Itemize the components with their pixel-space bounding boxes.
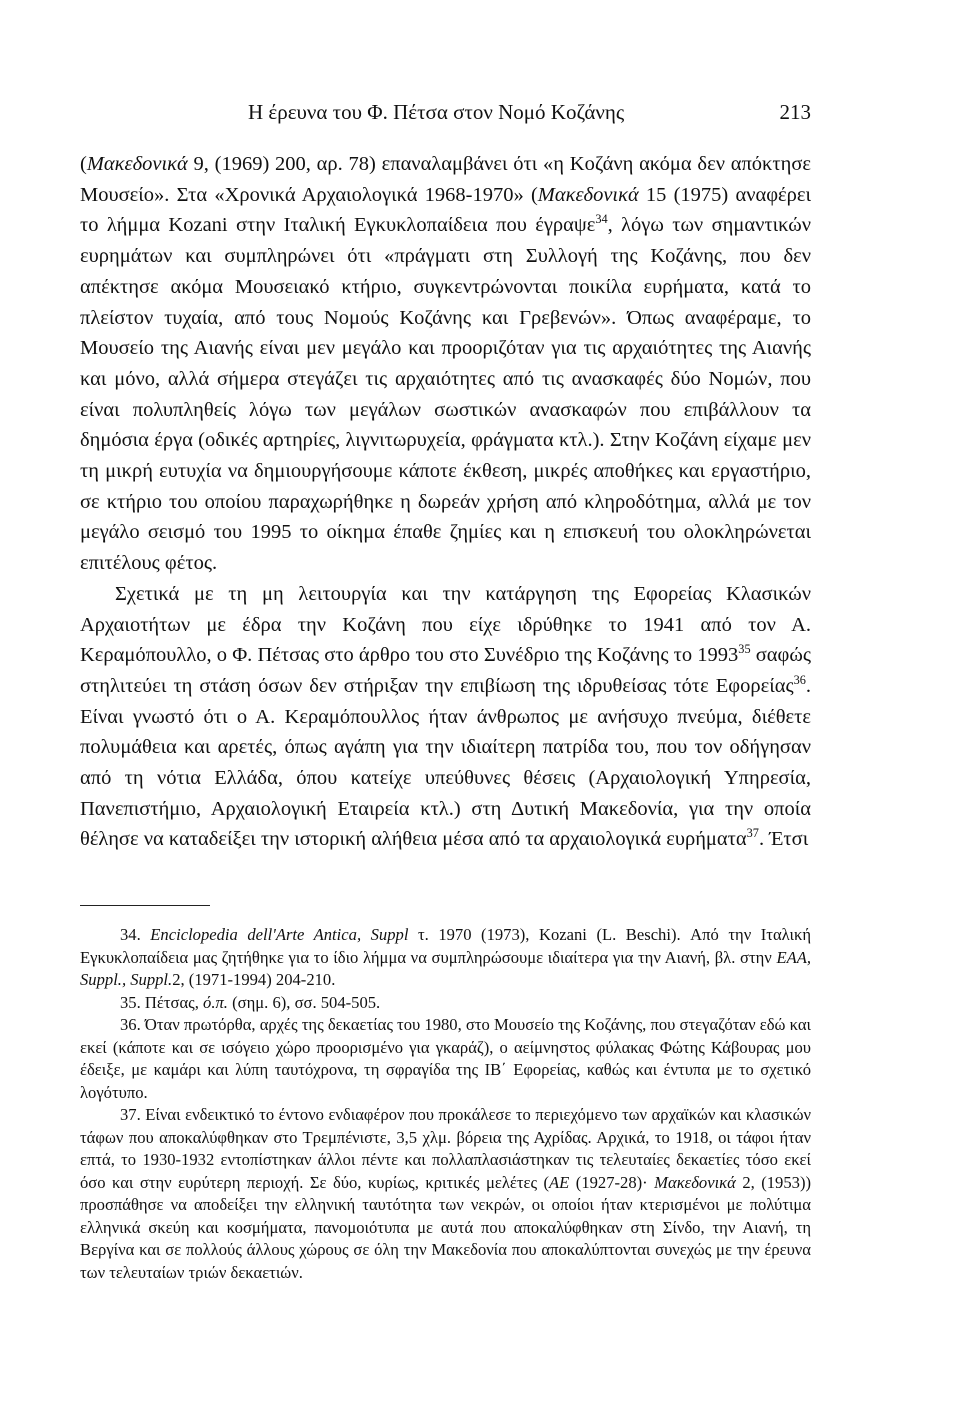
text-run: σαφώς στηλιτεύει τη στάση όσων δεν στήριξαν την επιβίωση της ιδρυθείσας τότε Εφορείας: [80, 644, 811, 697]
page-number: 213: [779, 100, 811, 124]
text-run: (1927-28)·: [569, 1172, 655, 1192]
italic-abbreviation: ό.π.: [203, 992, 228, 1012]
main-text: [80, 149, 811, 855]
text-run: 34.: [120, 925, 151, 944]
footnote-36: [80, 1014, 811, 1104]
text-run: 2, (1971-1994) 204-210.: [172, 970, 336, 989]
text-run: . Είναι γνωστό ότι ο Α. Κεραμόπουλλος ήταν άνθρωπος με ανήσυχο πνεύμα, διέθετε πολυμάθεια και αρετές, όπως αγάπη για την ιδιαίτερη πατρίδα του, που τον οδήγησαν από τη νότια Ελλάδα, όπου κατείχε υπεύθυνες θέσεις (Αρχαιολογική Υπηρεσία, Πανεπιστήμιο, Αρχαιολογική Εταιρεία κτλ.) στη Δυτική Μακεδονία, για την οποία θέλησε να καταδείξει την ιστορική αλήθεια μέσα από τα αρχαιολογικά ευρήματα: [80, 674, 811, 851]
footnote-ref-36[interactable]: 36: [793, 673, 806, 688]
footnote-34: [80, 924, 811, 992]
text-run: τ. 1970 (1973), Kozani (L. Beschi). Από την Ιταλική Εγκυκλοπαίδεια μας ζητήθηκε για το ίδιο λήμμα να συμπληρώσουμε ιδιαίτερα για την Αιανή, βλ. στην: [80, 925, 811, 967]
text-run: (σημ. 6), σσ. 504-505.: [227, 992, 381, 1012]
text-run: 37. Είναι ενδεικτικό το έντονο ενδιαφέρον που προκάλεσε το περιεχόμενο των αρχαϊκών και κλασικών τάφων που αποκαλύφθηκαν στο Τρεμπένιστε, 3,5 χλμ. βόρεια της Αχρίδας. Αρχικά, το 1918, οι τάφοι ήταν επτά, το 1930-1932 εντοπίστηκαν άλλοι πέντε και πολλαπλασιάστηκαν τις τελευταίες δεκαετίες τόσο εκεί όσο και στην ευρύτερη περιοχή. Σε δύο, κυρίως, κριτικές μελέτες (: [80, 1105, 811, 1192]
text-run: , λόγω των σημαντικών ευρημάτων και συμπληρώνει ότι «πράγματι στη Συλλογή της Κοζάνης, που δεν απέκτησε ακόμα Μουσειακό κτήριο, συγκεντρώνονται ποικίλα ευρήματα, κατά το πλείστον τυχαία, από τους Νομούς Κοζάνης και Γρεβενών». Όπως αναφέραμε, το Μουσείο της Αιανής είναι μεν μεγάλο και προοριζόταν για τις αρχαιότητες της Αιανής και μόνο, αλλά σήμερα στεγάζει τις αρχαιότητες από τις ανασκαφές δύο Νομών, που είναι πολυπληθείς λόγω των μεγάλων σωστικών ανασκαφών που επιβάλλουν τα δημόσια έργα (οδικές αρτηρίες, λιγνιτωρυχεία, φράγματα κτλ.). Στην Κοζάνη είχαμε μεν τη μικρή ευτυχία να δημιουργήσουμε κάποτε έκθεση, μικρές αποθήκες και εργαστήριο, σε κτήριο του οποίου παραχωρήθηκε η δωρεάν χρήση από κληροδότημα, αλλά με τον μεγάλο σεισμό του 1995 το οίκημα έπαθε ζημίες και η επισκευή του ολοκληρώνεται επιτέλους φέτος.: [80, 214, 812, 575]
italic-title: Μακεδονικά: [86, 153, 188, 175]
text-run: . Έτσι: [758, 828, 809, 851]
footnote-ref-34[interactable]: 34: [595, 212, 608, 227]
page-header: [80, 100, 811, 132]
text-run: Σχετικά με τη μη λειτουργία και την κατάργηση της Εφορείας Κλασικών Αρχαιοτήτων με έδρα την Κοζάνη που είχε ιδρύθηκε το 1941 από τον Α. Κεραμόπουλλο, ο Φ. Πέτσας στο άρθρο του στο Συνέδριο της Κοζάνης το 1993: [80, 582, 811, 667]
italic-title: ΕΑΑ, Suppl., Suppl.: [80, 947, 811, 989]
paragraph-2: [80, 579, 811, 855]
italic-title: Enciclopedia dell'Arte Antica, Suppl: [150, 925, 409, 944]
text-run: 2, (1953)) προσπάθησε να αποδείξει την ελληνική ταυτότητα των νεκρών, οι οποίοι ήταν κτερισμένοι με πολύτιμα ελληνικά σκεύη και κοσμήματα, πανομοιότυπα με αυτά που αποκαλύφθηκαν στη Σίνδο, την Αιανή, τη Βεργίνα και σε πολλούς άλλους χώρους σε όλη την Μακεδονία που αποκαλύπτονται συνεχώς με την έρευνα των τελευταίων τριών δεκαετιών.: [80, 1172, 812, 1282]
footnote-separator: [80, 905, 210, 906]
footnote-ref-37[interactable]: 37: [746, 826, 759, 841]
text-run: 9, (1969) 200, αρ. 78) επαναλαμβάνει ότι «η Κοζάνη ακόμα δεν απόκτησε Μουσείο». Στα «Χρονικά Αρχαιολογικά 1968-1970» (: [80, 153, 811, 206]
footnote-37: [80, 1104, 811, 1284]
text-run: (: [80, 153, 87, 175]
text-run: 15 (1975) αναφέρει το λήμμα Kozani στην Ιταλική Εγκυκλοπαίδεια που έγραψε: [80, 183, 812, 237]
running-title: Η έρευνα του Φ. Πέτσα στον Νομό Κοζάνης: [248, 100, 625, 124]
italic-title: Μακεδονικά: [654, 1172, 736, 1192]
text-run: 35. Πέτσας,: [120, 992, 204, 1012]
text-run: 36. Όταν πρωτόρθα, αρχές της δεκαετίας του 1980, στο Μουσείο της Κοζάνης, που στεγαζόταν εδώ και εκεί (κάποτε και σε ισόγειο χώρο προορισμένο για γκαράζ), ο αείμνηστος φύλακας Φώτης Κάβουρας μου έδειξε, με καμάρι και λύπη ταυτόχρονα, τη σφραγίδα της ΙΒ΄ Εφορείας, καθώς και έντυπα με το σχετικό λογότυπο.: [80, 1015, 811, 1102]
footnote-ref-35[interactable]: 35: [738, 642, 751, 657]
footnotes: [80, 924, 811, 1284]
footnote-35: [80, 992, 811, 1015]
italic-title: ΑΕ: [549, 1172, 570, 1192]
italic-title: Μακεδονικά: [537, 183, 639, 206]
paragraph-1: [80, 149, 811, 579]
